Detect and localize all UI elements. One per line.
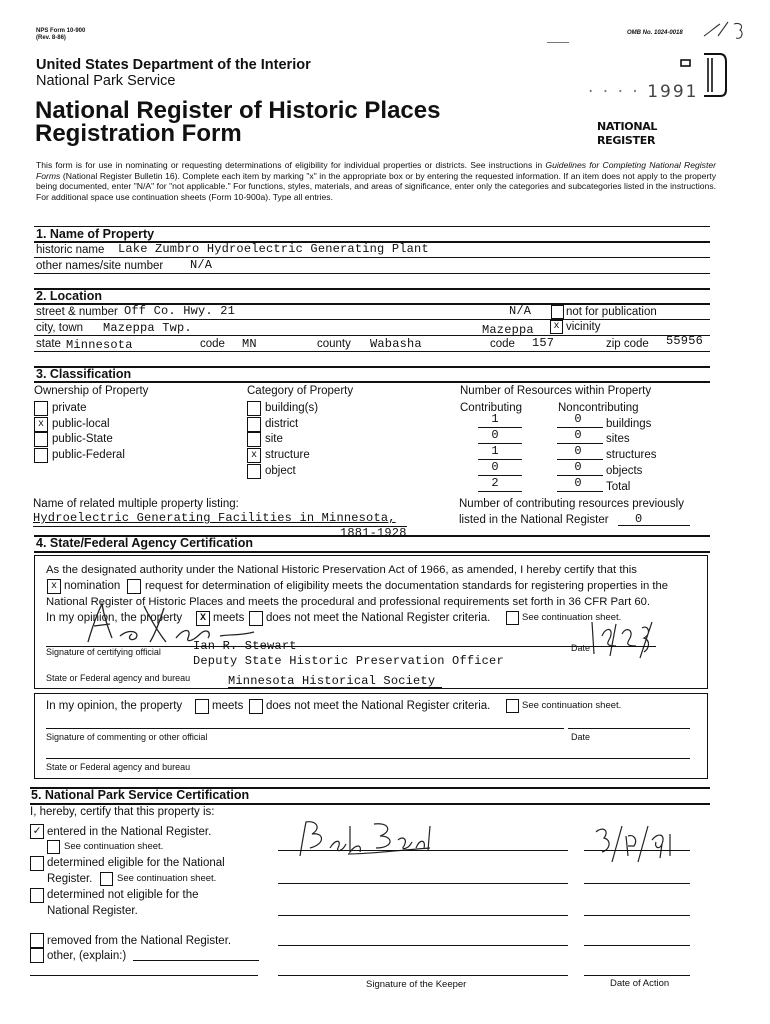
divider xyxy=(34,273,710,274)
meets-label: meets xyxy=(213,612,245,624)
divider xyxy=(478,459,522,460)
other-checkbox[interactable] xyxy=(30,948,44,963)
resources-sites-label: sites xyxy=(606,433,630,445)
keeper-signature xyxy=(290,818,440,862)
not-for-publication-label: not for publication xyxy=(566,306,657,318)
opinion2-prefix: In my opinion, the property xyxy=(46,700,183,712)
historic-name-value[interactable]: Lake Zumbro Hydroelectric Generating Plant xyxy=(118,242,429,256)
certification-statement: As the designated authority under the National Historic Preservation Act of 1966, as amended, I hereby certify that this xyxy=(46,564,637,576)
contributing-total[interactable]: 2 xyxy=(491,476,499,490)
national-register-stamp-line2: REGISTER xyxy=(597,134,656,147)
contributing-buildings[interactable]: 1 xyxy=(491,412,499,426)
certification-statement-cont: National Register of Historic Places and meets the procedural and professional requirements set forth in 36 CFR Part 60. xyxy=(46,596,651,608)
county-label: county xyxy=(317,338,351,350)
divider xyxy=(34,351,710,352)
eligible-continuation-label: See continuation sheet. xyxy=(117,873,217,884)
agency-value[interactable]: Minnesota Historical Society xyxy=(228,674,436,688)
divider xyxy=(278,915,568,916)
divider xyxy=(584,883,690,884)
divider xyxy=(584,850,690,851)
divider xyxy=(34,257,710,258)
zip-label: zip code xyxy=(606,338,649,350)
ownership-public-federal-label: public-Federal xyxy=(52,449,125,461)
eligible-continuation-checkbox[interactable] xyxy=(100,872,113,886)
certifier-title: Deputy State Historic Preservation Officer xyxy=(193,654,504,668)
section-2-heading: 2. Location xyxy=(36,289,102,303)
opinion-prefix: In my opinion, the property xyxy=(46,612,183,624)
resources-header: Number of Resources within Property xyxy=(460,385,652,397)
signature-keeper-label: Signature of the Keeper xyxy=(366,979,467,990)
divider xyxy=(478,491,522,492)
previously-listed-label-2: listed in the National Register xyxy=(459,514,609,526)
omb-number: OMB No. 1024-0018 xyxy=(627,30,683,36)
service-name: National Park Service xyxy=(36,73,176,89)
request-checkbox[interactable] xyxy=(127,579,141,594)
category-object-checkbox[interactable] xyxy=(247,464,261,479)
other-names-value[interactable]: N/A xyxy=(190,258,213,272)
resources-buildings-label: buildings xyxy=(606,418,652,430)
ownership-header: Ownership of Property xyxy=(34,385,149,397)
stamp-emblem xyxy=(680,48,728,100)
ownership-private-checkbox[interactable] xyxy=(34,401,48,416)
opinion2-meets-label: meets xyxy=(212,700,244,712)
historic-name-label: historic name xyxy=(36,244,105,256)
other-explain-line[interactable] xyxy=(133,960,259,961)
form-number: NPS Form 10-900 xyxy=(36,28,86,34)
category-structure-label: structure xyxy=(265,449,310,461)
state-value[interactable]: Minnesota xyxy=(66,338,133,352)
keeper-date-handwriting xyxy=(590,822,680,866)
nps-certification-intro: I, hereby, certify that this property is: xyxy=(30,806,215,818)
opinion2-continuation-label: See continuation sheet. xyxy=(522,700,622,711)
divider xyxy=(34,551,710,553)
category-buildings-checkbox[interactable] xyxy=(247,401,261,416)
section-5-heading: 5. National Park Service Certification xyxy=(31,788,250,802)
contributing-header: Contributing xyxy=(460,402,523,414)
county-code-value[interactable]: 157 xyxy=(532,336,555,350)
entered-label: entered in the National Register. xyxy=(47,826,212,838)
divider xyxy=(478,427,522,428)
noncontributing-total[interactable]: 0 xyxy=(574,476,582,490)
divider xyxy=(46,728,564,729)
divider xyxy=(46,758,690,759)
not-eligible-label: determined not eligible for the xyxy=(47,889,199,901)
previously-listed-count[interactable]: 0 xyxy=(635,512,643,526)
divider xyxy=(228,687,442,688)
ownership-public-federal-checkbox[interactable] xyxy=(34,448,48,463)
not-eligible-label-cont: National Register. xyxy=(47,905,138,917)
opinion2-continuation-checkbox[interactable] xyxy=(506,699,519,713)
contributing-objects[interactable]: 0 xyxy=(491,460,499,474)
not-eligible-checkbox[interactable] xyxy=(30,888,44,903)
ownership-public-state-label: public-State xyxy=(52,433,113,445)
divider xyxy=(34,366,710,368)
stamp-fragment-line xyxy=(547,42,569,43)
category-district-checkbox[interactable] xyxy=(247,417,261,432)
divider xyxy=(557,491,603,492)
noncontributing-objects[interactable]: 0 xyxy=(574,460,582,474)
divider xyxy=(584,945,690,946)
not-for-publication-checkbox[interactable] xyxy=(551,305,564,319)
entered-checkbox[interactable]: ✓ xyxy=(30,824,44,839)
divider xyxy=(278,945,568,946)
state-label: state xyxy=(36,338,61,350)
multiple-listing-value[interactable]: Hydroelectric Generating Facilities in Minnesota, xyxy=(33,511,396,525)
ownership-private-label: private xyxy=(52,402,87,414)
county-code-label: code xyxy=(490,338,515,350)
divider xyxy=(568,728,690,729)
entered-continuation-label: See continuation sheet. xyxy=(64,841,164,852)
resources-objects-label: objects xyxy=(606,465,643,477)
opinion2-does-not-meet-label: does not meet the National Register criteria. xyxy=(266,700,491,712)
divider xyxy=(278,975,568,976)
previously-listed-label-1: Number of contributing resources previously xyxy=(459,498,684,510)
state-code-value[interactable]: MN xyxy=(242,337,257,351)
opinion2-does-not-meet-checkbox[interactable] xyxy=(249,699,263,714)
noncontributing-structures[interactable]: 0 xyxy=(574,444,582,458)
divider xyxy=(618,525,690,526)
category-site-label: site xyxy=(265,433,283,445)
vicinity-label: vicinity xyxy=(566,321,601,333)
continuation-checkbox[interactable] xyxy=(506,611,519,625)
agency-label: State or Federal agency and bureau xyxy=(46,673,191,683)
instructions-paragraph: This form is for use in nominating or requesting determinations of eligibility for individual properties or districts. See instructions in Guidelines for Completing National Register Forms (National Register Bulletin 16). Complete each item by marking "x" in the appropriate box or by entering the requested information. If an item does not apply to the property being documented, enter "N/A" for "not applicable." For functions, styles, materials, and areas of significance, enter only the categories and subcategories listed in the instructions. For additional space use continuation sheets (Form 10-900a). Type all entries. xyxy=(36,160,716,202)
removed-checkbox[interactable] xyxy=(30,933,44,948)
divider xyxy=(278,883,568,884)
request-text: request for determination of eligibility meets the documentation standards for registering properties in the xyxy=(145,580,669,592)
continuation-label: See continuation sheet. xyxy=(522,612,622,623)
category-object-label: object xyxy=(265,465,296,477)
ownership-public-local-checkbox[interactable]: x xyxy=(34,417,48,432)
divider xyxy=(34,381,710,383)
certifier-name: Ian R. Stewart xyxy=(193,639,297,653)
eligible-label: determined eligible for the National xyxy=(47,857,225,869)
divider xyxy=(34,288,710,290)
zip-value[interactable]: 55956 xyxy=(666,334,704,348)
divider xyxy=(478,443,522,444)
street-value[interactable]: Off Co. Hwy. 21 xyxy=(124,304,236,318)
category-structure-checkbox[interactable]: x xyxy=(247,448,261,463)
vicinity-checkbox[interactable]: x xyxy=(550,320,563,334)
contributing-structures[interactable]: 1 xyxy=(491,444,499,458)
vicinity-town-value: Mazeppa xyxy=(482,323,534,337)
corner-initials-scribble xyxy=(700,14,748,44)
divider xyxy=(30,975,258,976)
divider xyxy=(34,319,710,320)
eligible-label-cont: Register. xyxy=(47,873,93,885)
divider xyxy=(278,850,568,851)
other-names-label: other names/site number xyxy=(36,260,164,272)
multiple-listing-label: Name of related multiple property listing: xyxy=(33,498,239,510)
city-value[interactable]: Mazeppa Twp. xyxy=(103,321,192,335)
noncontributing-sites[interactable]: 0 xyxy=(574,428,582,442)
state-code-label: code xyxy=(200,338,225,350)
meets-checkbox[interactable]: X xyxy=(196,611,210,626)
nomination-label: nomination xyxy=(64,580,121,592)
divider xyxy=(478,475,522,476)
noncontributing-buildings[interactable]: 0 xyxy=(574,412,582,426)
eligible-checkbox[interactable] xyxy=(30,856,44,871)
divider xyxy=(584,975,690,976)
resources-total-label: Total xyxy=(606,481,631,493)
date-label: Date xyxy=(571,643,591,653)
city-label: city, town xyxy=(36,322,84,334)
signature-label: Signature of certifying official xyxy=(46,647,161,657)
category-site-checkbox[interactable] xyxy=(247,432,261,447)
category-district-label: district xyxy=(265,418,299,430)
category-buildings-label: building(s) xyxy=(265,402,319,414)
section-3-heading: 3. Classification xyxy=(36,367,132,381)
not-for-publication-value: N/A xyxy=(509,304,532,318)
removed-label: removed from the National Register. xyxy=(47,935,232,947)
department-name: United States Department of the Interior xyxy=(36,57,311,73)
form-subtitle: Registration Form xyxy=(35,120,242,147)
form-title: National Register of Historic Places xyxy=(35,97,441,124)
form-revision: (Rev. 8-86) xyxy=(36,35,66,41)
date-of-action-label: Date of Action xyxy=(610,978,670,989)
date2-label: Date xyxy=(571,732,591,742)
divider xyxy=(584,915,690,916)
national-register-stamp-line1: NATIONAL xyxy=(597,120,658,133)
date-signed-handwriting xyxy=(588,618,658,660)
street-label: street & number xyxy=(36,306,118,318)
agency2-label: State or Federal agency and bureau xyxy=(46,762,191,772)
resources-structures-label: structures xyxy=(606,449,657,461)
multiple-listing-years: 1881-1928 xyxy=(340,526,407,540)
ownership-public-local-label: public-local xyxy=(52,418,110,430)
received-stamp-date: · · · · 1991 xyxy=(588,82,699,102)
commenting-signature-label: Signature of commenting or other official xyxy=(46,732,208,742)
ownership-public-state-checkbox[interactable] xyxy=(34,432,48,447)
opinion2-meets-checkbox[interactable] xyxy=(195,699,209,714)
contributing-sites[interactable]: 0 xyxy=(491,428,499,442)
section-1-heading: 1. Name of Property xyxy=(36,227,155,241)
divider xyxy=(34,335,710,336)
county-value[interactable]: Wabasha xyxy=(370,337,422,351)
noncontributing-header: Noncontributing xyxy=(558,402,639,414)
category-header: Category of Property xyxy=(247,385,354,397)
does-not-meet-label: does not meet the National Register criteria. xyxy=(266,612,491,624)
nomination-checkbox[interactable]: x xyxy=(47,579,61,594)
other-label: other, (explain:) xyxy=(47,950,127,962)
section-4-heading: 4. State/Federal Agency Certification xyxy=(36,536,253,550)
entered-continuation-checkbox[interactable] xyxy=(47,840,60,854)
